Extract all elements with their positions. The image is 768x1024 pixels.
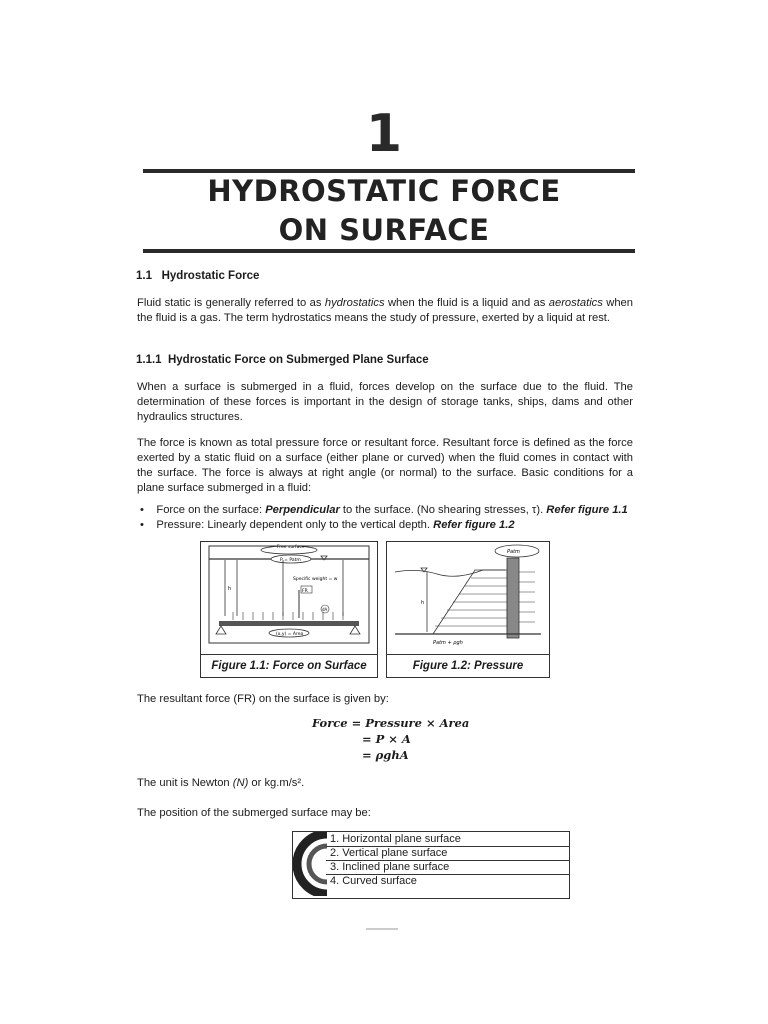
paragraph-submerged: When a surface is submerged in a fluid, forces develop on the surface due to the fluid. The determination of these forces is important in the design of storage tanks, ships, dams and other hydraulics structures. bbox=[137, 381, 633, 423]
paragraph-resultant-given: The resultant force (FR) on the surface is given by: bbox=[137, 693, 389, 705]
plate bbox=[219, 621, 359, 626]
formula-line-1: Force = Pressure × Area bbox=[312, 716, 470, 730]
figure-reference: Refer figure 1.2 bbox=[433, 519, 515, 531]
text: when the fluid is a liquid and as bbox=[384, 297, 549, 309]
paragraph-unit bbox=[137, 776, 633, 791]
pressure-arrows bbox=[435, 578, 507, 626]
patm-label: Patm bbox=[507, 549, 520, 555]
list-item: 4. Curved surface bbox=[330, 875, 417, 887]
paragraph-position: The position of the submerged surface may be: bbox=[137, 807, 371, 819]
top-rule bbox=[143, 169, 635, 173]
h-label: h bbox=[228, 586, 232, 592]
pressure-arrows bbox=[233, 612, 343, 620]
text: to the surface. (No shearing stresses, τ). bbox=[339, 504, 547, 516]
list-item: 2. Vertical plane surface bbox=[326, 847, 570, 861]
patm-label: P = Patm bbox=[280, 558, 301, 563]
specific-weight-label: Specific weight = w bbox=[293, 577, 338, 582]
figure-1-2-caption: Figure 1.2: Pressure bbox=[387, 654, 549, 677]
list-item: 1. Horizontal plane surface bbox=[326, 833, 570, 847]
figure-1-1-caption: Figure 1.1: Force on Surface bbox=[201, 654, 377, 677]
figure-1-1 bbox=[200, 541, 378, 678]
half-circle-ornament bbox=[293, 832, 327, 896]
term-hydrostatics: hydrostatics bbox=[324, 297, 385, 309]
force-on-surface-diagram bbox=[201, 542, 377, 654]
area-label: (x,y) = Area bbox=[276, 632, 304, 637]
paragraph-hydrostatics bbox=[137, 296, 633, 326]
h-label: h bbox=[421, 600, 425, 606]
pressure-diagram bbox=[387, 542, 549, 654]
support-left-icon bbox=[216, 626, 226, 634]
bottom-rule bbox=[143, 249, 635, 253]
text: The unit is Newton bbox=[137, 777, 233, 789]
list-item: 3. Inclined plane surface bbox=[326, 861, 570, 875]
chapter-number: 1 bbox=[365, 104, 403, 164]
bullet-item-force: • Force on the surface: Perpendicular to the surface. (No shearing stresses, τ). Refer figure 1.1 bbox=[140, 504, 628, 516]
text: Pressure: Linearly dependent only to the vertical depth. bbox=[156, 519, 434, 531]
text: Force on the surface: bbox=[156, 504, 266, 516]
support-right-icon bbox=[350, 626, 360, 634]
section-number: 1.1 bbox=[136, 270, 152, 282]
section-heading-1-1 bbox=[136, 270, 259, 282]
fr-label: FR bbox=[302, 589, 308, 594]
bottom-pressure-label: Patm + ρgh bbox=[433, 640, 463, 646]
term-perpendicular: Perpendicular bbox=[265, 504, 340, 516]
bullet-item-pressure: • Pressure: Linearly dependent only to the vertical depth. Refer figure 1.2 bbox=[140, 519, 515, 531]
text: Fluid static is generally referred to as bbox=[137, 297, 325, 309]
figure-1-2 bbox=[386, 541, 550, 678]
term-aerostatics: aerostatics bbox=[548, 297, 603, 309]
da-label: dA bbox=[322, 607, 328, 612]
wall bbox=[507, 558, 519, 638]
chapter-title-line2: ON SURFACE bbox=[278, 213, 490, 247]
chapter-title-line1: HYDROSTATIC FORCE bbox=[207, 174, 561, 208]
free-surface-label: Free surface bbox=[277, 545, 305, 550]
figure-reference: Refer figure 1.1 bbox=[546, 504, 628, 516]
section-number: 1.1.1 bbox=[136, 354, 162, 366]
formula-line-3: = ρghA bbox=[362, 748, 409, 762]
section-heading-1-1-1 bbox=[136, 354, 429, 366]
text: or kg.m/s². bbox=[248, 777, 305, 789]
paragraph-resultant-force: The force is known as total pressure force or resultant force. Resultant force is defined as the force exerted by a static fluid on a surface (either plane or curved) when the fluid comes in contact with the surface. The force is always at right angle (or normal) to the surface. Basic conditions for a plane surface submerged in a fluid: bbox=[137, 437, 633, 494]
section-title: Hydrostatic Force bbox=[161, 270, 260, 282]
text: when the fluid is a gas. The term hydrostatics means the study of pressure, exerted by a liquid at rest. bbox=[137, 297, 634, 324]
page-divider bbox=[366, 928, 398, 930]
section-title: Hydrostatic Force on Submerged Plane Surface bbox=[167, 354, 429, 366]
unit-symbol: (N) bbox=[232, 777, 249, 789]
formula-line-2: = P × A bbox=[362, 732, 411, 746]
